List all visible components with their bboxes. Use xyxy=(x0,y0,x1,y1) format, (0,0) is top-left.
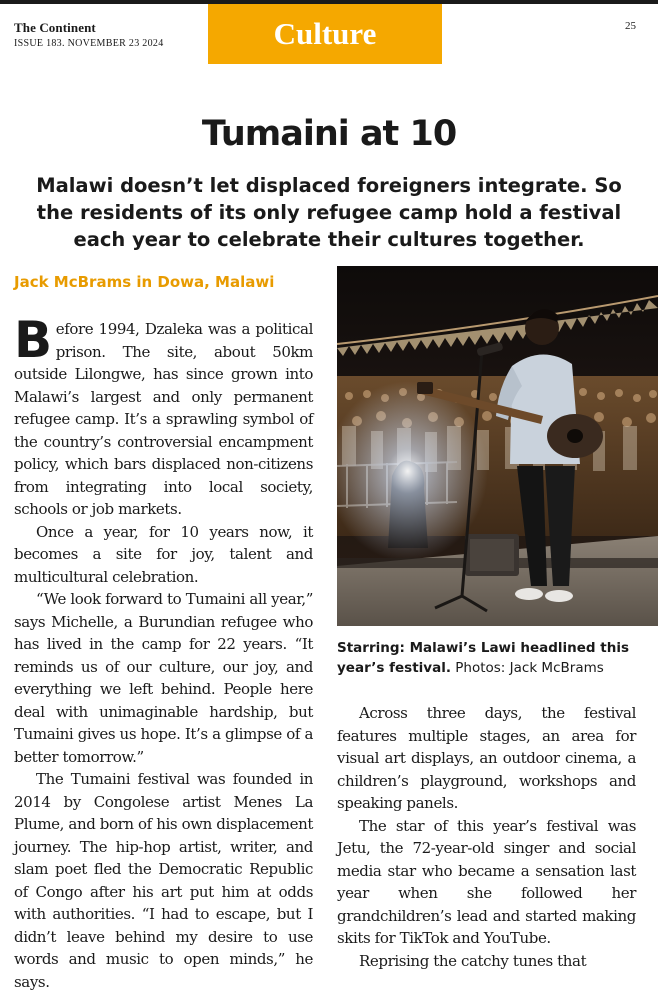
first-paragraph-text: efore 1994, Dzaleka was a political prison. The site, about 50km outside Lilongwe, has since grown into Malawi’s largest and only permanent refugee camp. It’s a sprawling symbol of the country’s controversial encampment policy, which bars displaced non-citizens from integrating into local society, schools or job markets. xyxy=(14,320,313,518)
performer-on-stage-photo xyxy=(337,266,658,626)
body-paragraph: The star of this year’s festival was Jetu, the 72-year-old singer and social media star who became a sensation last year when she followed her grandchildren’s lead and started making skits for TikTok and YouTube. xyxy=(337,816,636,947)
body-paragraph: Reprising the catchy tunes that xyxy=(359,951,587,970)
section-label: Culture xyxy=(273,16,377,51)
left-column xyxy=(14,311,313,993)
masthead xyxy=(14,20,164,49)
byline: Jack McBrams in Dowa, Malawi xyxy=(14,273,275,291)
body-paragraph: The Tumaini festival was founded in 2014 by Congolese artist Menes La Plume, and born of his own displacement journey. The hip-hop artist, writer, and slam poet fled the Democratic Republic of Congo after his art put him at odds with authorities. “I had to escape, but I didn’t leave behind my desire to use words and music to open minds,” he says. xyxy=(14,770,313,991)
section-tab xyxy=(208,4,442,64)
right-column xyxy=(337,702,636,972)
standfirst: Malawi doesn’t let displaced foreigners integrate. So the residents of its only refugee camp hold a festival each year to celebrate their cultures together. xyxy=(36,174,622,252)
publication-name: The Continent xyxy=(14,20,96,35)
issue-line: ISSUE 183. NOVEMBER 23 2024 xyxy=(14,38,164,49)
body-paragraph: Once a year, for 10 years now, it becomes a site for joy, talent and multicultural celebration. xyxy=(14,522,313,586)
caption-lead: Starring: Malawi’s Lawi headlined this year’s festival. xyxy=(337,640,630,676)
caption-credit: Photos: Jack McBrams xyxy=(455,660,604,676)
body-paragraph: “We look forward to Tumaini all year,” says Michelle, a Burundian refugee who has lived in the camp for 22 years. “It reminds us of our culture, our joy, and everything we left behind. People here deal with unimaginable hardship, but Tumaini gives us hope. It’s a glimpse of a better tomorrow.” xyxy=(14,590,313,766)
headline: Tumaini at 10 xyxy=(201,114,457,154)
drop-cap: B xyxy=(14,311,52,369)
body-paragraph: Across three days, the festival features multiple stages, an area for visual art displays, an outdoor cinema, a children’s playground, workshops and speaking panels. xyxy=(337,704,636,812)
photo-caption xyxy=(337,638,637,678)
page-number: 25 xyxy=(625,20,636,32)
first-paragraph xyxy=(14,311,313,521)
